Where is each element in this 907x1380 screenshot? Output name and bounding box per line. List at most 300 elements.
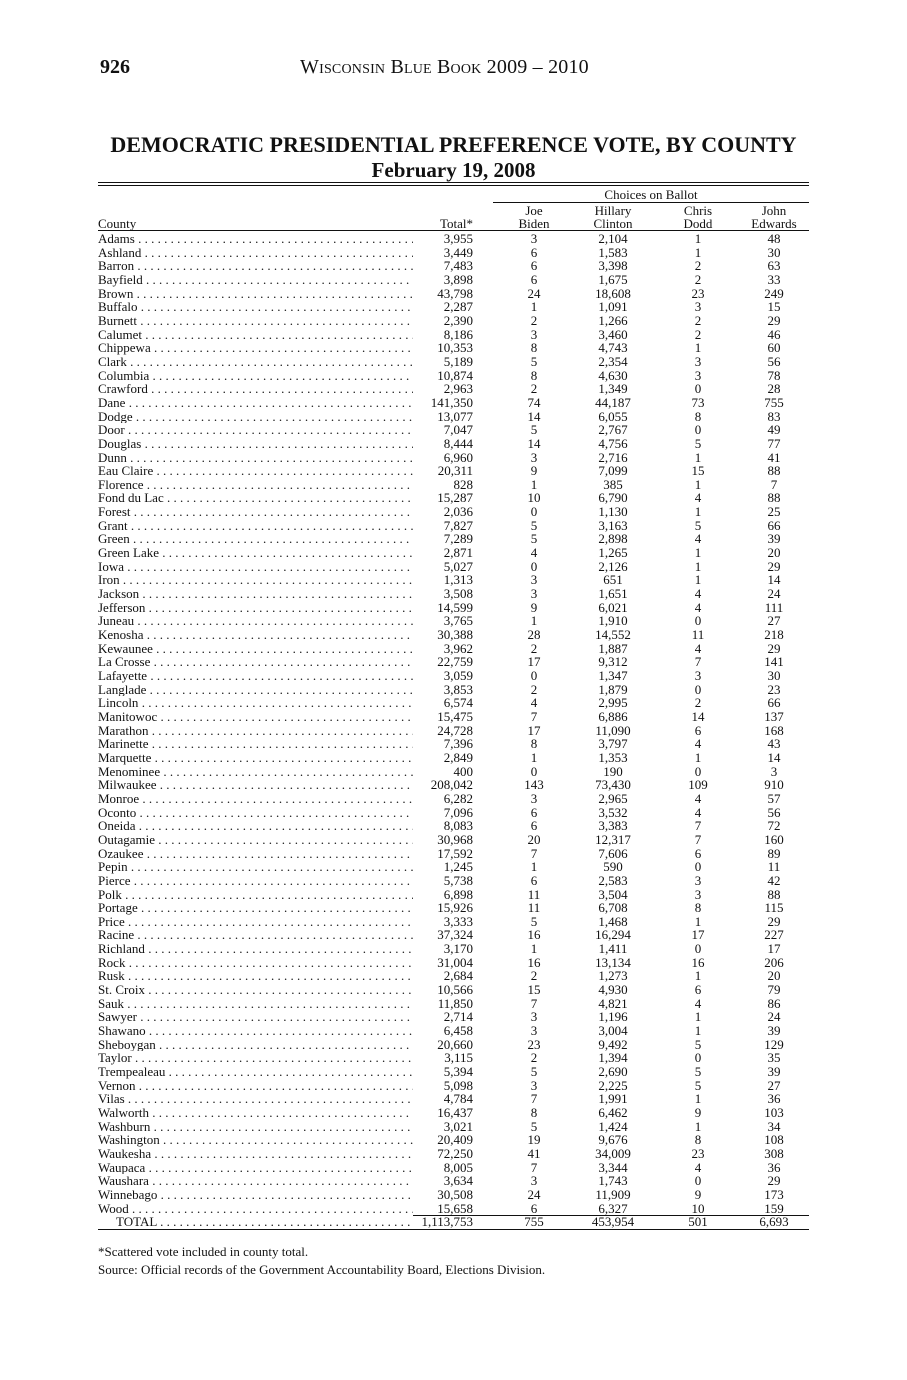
dodd-cell: 5 (694, 1077, 702, 1093)
dodd-cell: 17 (691, 927, 705, 943)
total-cell: 8,083 (443, 818, 473, 834)
table-row (98, 874, 809, 888)
total-cell: 30,388 (437, 627, 473, 643)
dodd-first-name: Chris (683, 203, 713, 218)
edwards-cell: 755 (764, 394, 784, 410)
clinton-cell: 1,424 (598, 1118, 628, 1134)
table-row (98, 464, 809, 478)
county-cell: Shawano . . . (98, 1024, 413, 1038)
county-cell: Marquette . . . (98, 751, 413, 765)
county-cell: Sawyer . . . (98, 1010, 413, 1024)
county-cell: Milwaukee . . . (98, 778, 413, 792)
clinton-cell: 1,394 (598, 1050, 628, 1066)
edwards-cell: 86 (767, 995, 781, 1011)
bottom-rule (98, 1229, 809, 1230)
table-row (98, 259, 809, 273)
dodd-cell: 4 (694, 640, 702, 656)
table-row (98, 273, 809, 287)
dodd-cell: 1 (694, 545, 702, 561)
clinton-cell: 3,004 (598, 1023, 628, 1039)
dodd-cell: 4 (694, 490, 702, 506)
table-row (98, 683, 809, 697)
total-cell: 10,874 (437, 367, 473, 383)
edwards-cell: 35 (767, 1050, 781, 1066)
total-cell: 6,898 (443, 886, 473, 902)
total-cell: 15,658 (437, 1200, 473, 1216)
table-title: DEMOCRATIC PRESIDENTIAL PREFERENCE VOTE, BY COUNTY (110, 132, 797, 157)
edwards-cell: 72 (767, 818, 781, 834)
clinton-cell: 190 (603, 763, 623, 779)
biden-cell: 7 (530, 708, 538, 724)
clinton-cell: 1,651 (598, 586, 628, 602)
biden-cell: 7 (530, 995, 538, 1011)
county-cell: Adams . . . (98, 232, 413, 246)
table-row (98, 737, 809, 751)
total-dodd-cell: 501 (688, 1214, 708, 1230)
total-cell: 400 (453, 763, 473, 779)
edwards-cell: 14 (767, 572, 781, 588)
total-cell: 20,409 (437, 1132, 473, 1148)
county-cell: Sauk . . . (98, 997, 413, 1011)
table-row (98, 942, 809, 956)
county-cell: Outagamie . . . (98, 833, 413, 847)
dodd-cell: 4 (694, 736, 702, 752)
edwards-cell: 77 (767, 435, 781, 451)
county-cell: Eau Claire . . . (98, 464, 413, 478)
dodd-cell: 1 (694, 504, 702, 520)
clinton-cell: 2,354 (598, 353, 628, 369)
dodd-cell: 16 (691, 954, 705, 970)
clinton-cell: 3,532 (598, 804, 628, 820)
biden-cell: 8 (530, 1105, 538, 1120)
dodd-cell: 73 (691, 394, 705, 410)
edwards-cell: 46 (767, 326, 781, 342)
edwards-cell: 14 (767, 749, 781, 765)
dodd-cell: 0 (694, 763, 702, 779)
total-cell: 3,634 (443, 1173, 473, 1189)
edwards-cell: 20 (767, 545, 781, 561)
biden-cell: 5 (530, 913, 538, 929)
total-cell: 13,077 (437, 408, 473, 424)
county-cell: Walworth . . . (98, 1106, 413, 1120)
total-cell: 6,282 (443, 790, 473, 806)
total-total-cell: 1,113,753 (421, 1214, 473, 1230)
total-cell: 2,714 (443, 1009, 473, 1025)
biden-cell: 5 (530, 1064, 538, 1080)
dodd-cell: 1 (694, 244, 702, 260)
county-cell: Ozaukee . . . (98, 847, 413, 861)
total-cell: 7,047 (443, 422, 473, 438)
edwards-cell: 88 (767, 463, 781, 479)
clinton-cell: 385 (603, 476, 623, 492)
biden-cell: 1 (530, 299, 538, 315)
dodd-cell: 1 (694, 1091, 702, 1107)
edwards-cell: 15 (767, 299, 781, 315)
clinton-cell: 4,930 (598, 982, 628, 998)
clinton-cell: 2,716 (598, 449, 628, 465)
clinton-cell: 18,608 (595, 285, 631, 301)
biden-cell: 6 (530, 872, 538, 888)
dodd-cell: 2 (694, 326, 702, 342)
biden-cell: 14 (527, 435, 541, 451)
total-cell: 20,660 (437, 1036, 473, 1052)
clinton-cell: 34,009 (595, 1145, 631, 1161)
edwards-cell: 43 (767, 736, 781, 752)
clinton-cell: 3,344 (598, 1159, 628, 1175)
edwards-cell: 27 (767, 1077, 781, 1093)
clinton-cell: 1,583 (598, 244, 628, 260)
county-cell: Sheboygan . . . (98, 1038, 413, 1052)
table-row (98, 833, 809, 847)
table-row (98, 314, 809, 328)
edwards-cell: 29 (767, 312, 781, 328)
dodd-cell: 1 (694, 340, 702, 356)
biden-first-name: Joe (525, 203, 543, 218)
county-cell: Iowa . . . (98, 560, 413, 574)
total-header: Total* (439, 215, 473, 231)
edwards-cell: 33 (767, 271, 781, 287)
dodd-cell: 4 (694, 586, 702, 602)
clinton-cell: 13,134 (595, 954, 631, 970)
dodd-cell: 4 (694, 995, 702, 1011)
dodd-cell: 9 (694, 1186, 702, 1202)
dodd-cell: 1 (694, 1009, 702, 1025)
total-cell: 7,289 (443, 531, 473, 547)
clinton-cell: 1,273 (598, 968, 628, 984)
biden-cell: 9 (530, 463, 538, 479)
edwards-cell: 206 (764, 954, 784, 970)
biden-cell: 1 (530, 749, 538, 765)
total-cell: 8,005 (443, 1159, 473, 1175)
edwards-cell: 78 (767, 367, 781, 383)
clinton-cell: 7,606 (598, 845, 628, 861)
total-cell: 10,566 (437, 982, 473, 998)
table-body (98, 232, 809, 1229)
county-cell: Calumet . . . (98, 328, 413, 342)
clinton-cell: 3,383 (598, 818, 628, 834)
edwards-cell: 20 (767, 968, 781, 984)
county-cell: Barron . . . (98, 259, 413, 273)
dodd-cell: 6 (694, 982, 702, 998)
clinton-cell: 1,353 (598, 749, 628, 765)
total-row (98, 1215, 809, 1229)
clinton-cell: 1,091 (598, 299, 628, 315)
total-cell: 3,059 (443, 668, 473, 683)
county-cell: Wood . . . (98, 1202, 413, 1216)
edwards-cell: 39 (767, 1023, 781, 1039)
clinton-cell: 12,317 (595, 831, 631, 847)
page-number: 926 (100, 56, 130, 78)
total-cell: 5,394 (443, 1064, 473, 1080)
table-row (98, 451, 809, 465)
total-county-cell: TOTAL . . . (98, 1215, 413, 1229)
dodd-cell: 3 (694, 886, 702, 902)
county-cell: Jackson . . . (98, 587, 413, 601)
county-cell: Door . . . (98, 423, 413, 437)
table-row (98, 1161, 809, 1175)
table-row (98, 1079, 809, 1093)
total-cell: 7,483 (443, 258, 473, 274)
clinton-cell: 4,743 (598, 340, 628, 356)
running-head: Wisconsin Blue Book 2009 – 2010 (300, 56, 589, 78)
total-cell: 5,189 (443, 353, 473, 369)
clinton-cell: 1,196 (598, 1009, 628, 1025)
table-row (98, 915, 809, 929)
biden-cell: 7 (530, 1159, 538, 1175)
dodd-cell: 5 (694, 1036, 702, 1052)
county-header: County (98, 215, 137, 231)
clinton-cell: 9,312 (598, 654, 628, 670)
edwards-cell: 29 (767, 640, 781, 656)
table-row (98, 396, 809, 410)
edwards-cell: 137 (764, 708, 784, 724)
dodd-cell: 10 (691, 1200, 705, 1216)
biden-cell: 11 (527, 900, 541, 916)
total-cell: 4,784 (443, 1091, 473, 1107)
biden-cell: 23 (527, 1036, 541, 1052)
dodd-cell: 0 (694, 1050, 702, 1066)
table-row (98, 956, 809, 970)
total-cell: 6,458 (443, 1023, 473, 1039)
clinton-cell: 651 (603, 572, 623, 588)
clinton-cell: 2,898 (598, 531, 628, 547)
total-cell: 3,170 (443, 941, 473, 957)
county-cell: Richland . . . (98, 942, 413, 956)
edwards-cell: 23 (767, 681, 781, 697)
total-cell: 7,827 (443, 517, 473, 533)
table-row (98, 546, 809, 560)
table-row (98, 806, 809, 820)
dodd-cell: 0 (694, 613, 702, 629)
dodd-cell: 1 (694, 572, 702, 588)
biden-cell: 6 (530, 258, 538, 274)
dodd-cell: 1 (694, 913, 702, 929)
edwards-cell: 56 (767, 353, 781, 369)
total-cell: 37,324 (437, 927, 473, 943)
total-cell: 17,592 (437, 845, 473, 861)
total-cell: 2,963 (443, 381, 473, 397)
edwards-cell: 111 (764, 599, 784, 615)
county-cell: Burnett . . . (98, 314, 413, 328)
biden-cell: 3 (530, 1173, 538, 1189)
biden-last-name: Biden (518, 215, 550, 231)
biden-cell: 2 (530, 1050, 538, 1066)
clinton-cell: 9,492 (598, 1036, 628, 1052)
total-cell: 5,738 (443, 872, 473, 888)
county-cell: Green Lake . . . (98, 546, 413, 560)
total-cell: 2,036 (443, 504, 473, 520)
biden-cell: 1 (530, 613, 538, 629)
table-row (98, 1010, 809, 1024)
clinton-first-name: Hillary (594, 203, 632, 218)
clinton-cell: 2,965 (598, 790, 628, 806)
clinton-cell: 6,790 (598, 490, 628, 506)
biden-cell: 11 (527, 886, 541, 902)
clinton-cell: 16,294 (595, 927, 631, 943)
total-cell: 30,508 (437, 1186, 473, 1202)
dodd-cell: 3 (694, 299, 702, 315)
dodd-cell: 7 (694, 654, 702, 670)
table-row (98, 300, 809, 314)
table-row (98, 1202, 809, 1216)
clinton-cell: 6,055 (598, 408, 628, 424)
table-row (98, 696, 809, 710)
table-row (98, 901, 809, 915)
edwards-cell: 29 (767, 913, 781, 929)
biden-cell: 5 (530, 1118, 538, 1134)
table-row (98, 819, 809, 833)
table-row (98, 1106, 809, 1120)
table-row (98, 928, 809, 942)
table-row (98, 614, 809, 628)
biden-cell: 4 (530, 545, 538, 561)
edwards-cell: 57 (767, 790, 781, 806)
dodd-cell: 8 (694, 408, 702, 424)
clinton-cell: 4,821 (598, 995, 628, 1011)
dodd-cell: 6 (694, 722, 702, 738)
biden-cell: 8 (530, 340, 538, 356)
edwards-cell: 168 (764, 722, 784, 738)
edwards-cell: 308 (764, 1145, 784, 1161)
biden-cell: 6 (530, 244, 538, 260)
county-cell: Bayfield . . . (98, 273, 413, 287)
total-cell: 828 (453, 476, 473, 492)
county-cell: Douglas . . . (98, 437, 413, 451)
table-row (98, 355, 809, 369)
clinton-cell: 2,995 (598, 695, 628, 711)
clinton-cell: 73,430 (595, 777, 631, 793)
table-row (98, 532, 809, 546)
table-subtitle: February 19, 2008 (371, 158, 536, 182)
dodd-cell: 1 (694, 1118, 702, 1134)
clinton-cell: 1,887 (598, 640, 628, 656)
total-cell: 7,396 (443, 736, 473, 752)
total-cell: 15,287 (437, 490, 473, 506)
edwards-cell: 115 (764, 900, 784, 916)
total-cell: 15,926 (437, 900, 473, 916)
table-row (98, 792, 809, 806)
table-row (98, 1174, 809, 1188)
table-row (98, 1092, 809, 1106)
dodd-header (668, 205, 728, 230)
biden-cell: 7 (530, 845, 538, 861)
county-cell: Ashland . . . (98, 246, 413, 260)
table-row (98, 423, 809, 437)
clinton-cell: 44,187 (595, 394, 631, 410)
biden-cell: 1 (530, 941, 538, 957)
biden-cell: 0 (530, 504, 538, 520)
edwards-cell: 39 (767, 1064, 781, 1080)
dodd-cell: 9 (694, 1105, 702, 1120)
total-cell: 8,186 (443, 326, 473, 342)
total-cell: 6,960 (443, 449, 473, 465)
county-cell: Kenosha . . . (98, 628, 413, 642)
edwards-cell: 63 (767, 258, 781, 274)
clinton-cell: 7,099 (598, 463, 628, 479)
clinton-cell: 3,797 (598, 736, 628, 752)
dodd-cell: 4 (694, 531, 702, 547)
clinton-cell: 4,630 (598, 367, 628, 383)
edwards-cell: 30 (767, 668, 781, 683)
table-row (98, 478, 809, 492)
vote-table (98, 182, 809, 1230)
clinton-cell: 590 (603, 859, 623, 875)
total-cell: 2,684 (443, 968, 473, 984)
clinton-cell: 2,690 (598, 1064, 628, 1080)
county-cell: Crawford . . . (98, 382, 413, 396)
biden-cell: 3 (530, 572, 538, 588)
total-biden-cell: 755 (524, 1214, 544, 1230)
dodd-cell: 1 (694, 749, 702, 765)
dodd-cell: 8 (694, 900, 702, 916)
biden-cell: 14 (527, 408, 541, 424)
biden-cell: 16 (527, 927, 541, 943)
clinton-cell: 1,347 (598, 668, 628, 683)
clinton-cell: 3,504 (598, 886, 628, 902)
county-cell: Clark . . . (98, 355, 413, 369)
total-cell: 7,096 (443, 804, 473, 820)
edwards-header (739, 205, 809, 230)
county-cell: Trempealeau . . . (98, 1065, 413, 1079)
biden-cell: 6 (530, 804, 538, 820)
county-cell: Green . . . (98, 532, 413, 546)
table-row (98, 1188, 809, 1202)
total-cell: 31,004 (437, 954, 473, 970)
county-cell: Dane . . . (98, 396, 413, 410)
dodd-cell: 0 (694, 1173, 702, 1189)
total-cell: 20,311 (437, 463, 473, 479)
biden-cell: 3 (530, 326, 538, 342)
total-cell: 3,853 (443, 681, 473, 697)
dodd-cell: 4 (694, 599, 702, 615)
table-row (98, 642, 809, 656)
county-cell: Dodge . . . (98, 410, 413, 424)
biden-cell: 3 (530, 1077, 538, 1093)
biden-cell: 2 (530, 968, 538, 984)
total-cell: 3,508 (443, 586, 473, 602)
edwards-cell: 36 (767, 1159, 781, 1175)
biden-cell: 3 (530, 231, 538, 246)
edwards-cell: 66 (767, 517, 781, 533)
total-cell: 208,042 (430, 777, 473, 793)
edwards-cell: 3 (770, 763, 778, 779)
dodd-cell: 1 (694, 968, 702, 984)
biden-cell: 3 (530, 449, 538, 465)
county-cell: Buffalo . . . (98, 300, 413, 314)
county-cell: Lincoln . . . (98, 696, 413, 710)
county-cell: Kewaunee . . . (98, 642, 413, 656)
biden-cell: 5 (530, 422, 538, 438)
edwards-cell: 41 (767, 449, 781, 465)
clinton-cell: 2,583 (598, 872, 628, 888)
biden-cell: 2 (530, 312, 538, 328)
choices-on-ballot-label: Choices on Ballot (604, 187, 698, 202)
dodd-last-name: Dodd (683, 215, 713, 231)
clinton-cell: 6,708 (598, 900, 628, 916)
edwards-cell: 27 (767, 613, 781, 629)
clinton-cell: 11,090 (595, 722, 631, 738)
county-cell: Grant . . . (98, 519, 413, 533)
county-cell: Pierce . . . (98, 874, 413, 888)
edwards-cell: 173 (764, 1186, 784, 1202)
table-row (98, 1024, 809, 1038)
edwards-cell: 34 (767, 1118, 781, 1134)
county-cell: Dunn . . . (98, 451, 413, 465)
table-row (98, 505, 809, 519)
biden-cell: 6 (530, 1200, 538, 1216)
biden-cell: 5 (530, 353, 538, 369)
biden-cell: 17 (527, 654, 541, 670)
